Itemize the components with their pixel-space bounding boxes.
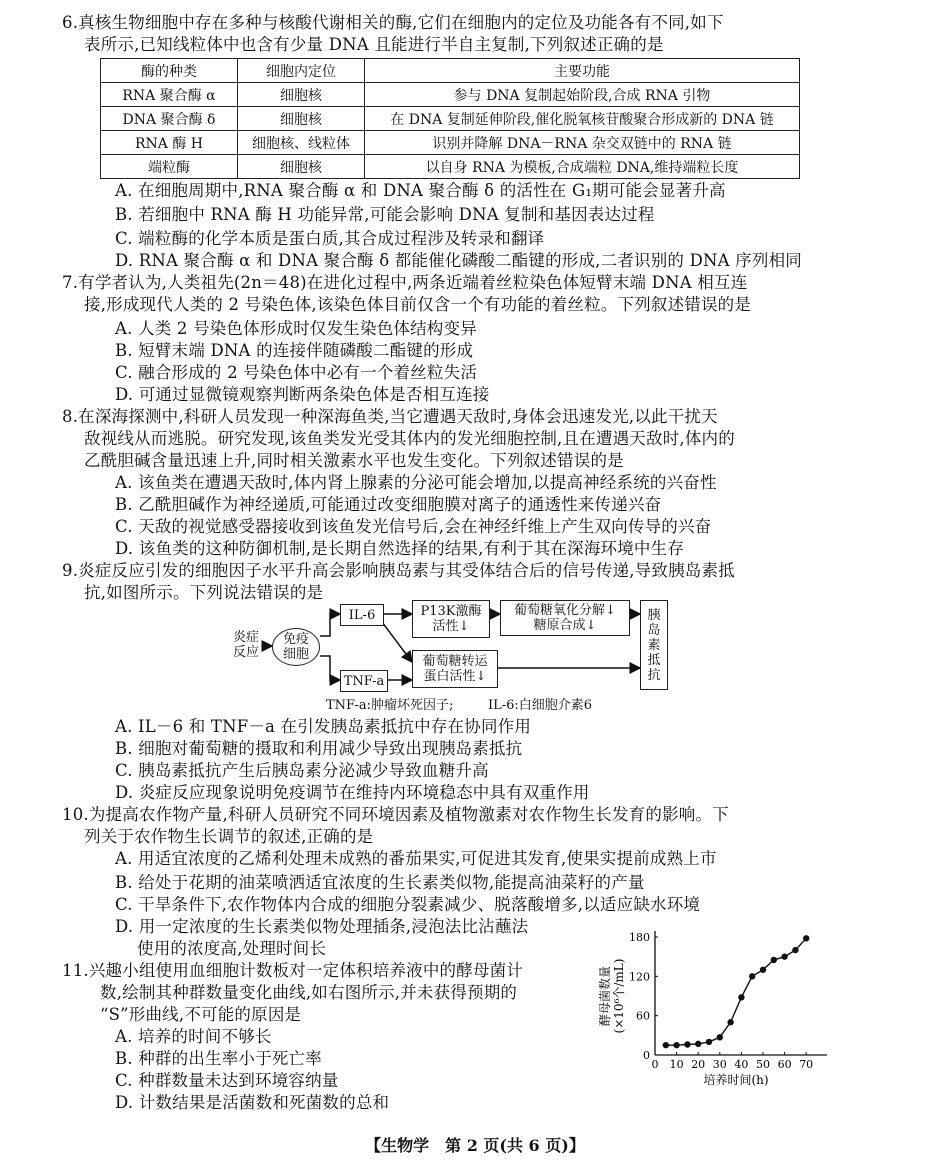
table-cell: 以自身 RNA 为模板,合成端粒 DNA,维持端粒长度 (365, 155, 800, 179)
chart-x-tick-label: 10 (669, 1058, 684, 1071)
chart-x-tick-label: 50 (756, 1058, 770, 1071)
table-header-cell: 细胞内定位 (238, 59, 365, 83)
q7-option-c: C. 融合形成的 2 号染色体中必有一个着丝粒失活 (115, 363, 478, 382)
table-cell: RNA 聚合酶 α (101, 83, 238, 107)
q8-stem-line3: 乙酰胆碱含量迅速上升,同时相关激素水平也发生变化。下列叙述错误的是 (84, 451, 624, 470)
chart-x-tick-label: 20 (691, 1058, 706, 1071)
q9-stem-line2: 抗,如图所示。下列说法错误的是 (84, 583, 324, 602)
q7-option-d: D. 可通过显微镜观察判断两条染色体是否相互连接 (115, 385, 490, 404)
chart-data-point (803, 935, 809, 941)
chart-y-tick-label: 0 (643, 1049, 650, 1062)
chart-data-point (760, 967, 766, 973)
q8-option-b: B. 乙酰胆碱作为神经递质,可能通过改变细胞膜对离子的通透性来传递兴奋 (115, 495, 662, 514)
pi3k-box: P13K激酶 活性↓ (412, 600, 490, 638)
glucose-transport-box: 葡萄糖转运 蛋白活性↓ (412, 650, 498, 688)
immune-cell-node: 免疫 细胞 (272, 628, 320, 666)
q9-option-d: D. 炎症反应现象说明免疫调节在维持内环境稳态中具有双重作用 (115, 783, 590, 802)
q10-stem-line2: 列关于农作物生长调节的叙述,正确的是 (84, 827, 374, 846)
insulin-resistance-box: 胰 岛 素 抵 抗 (640, 600, 668, 690)
chart-y-tick-label: 120 (629, 970, 650, 984)
table-cell: 参与 DNA 复制起始阶段,合成 RNA 引物 (365, 83, 800, 107)
table-cell: 细胞核 (238, 155, 365, 179)
chart-y-tick-label: 180 (629, 931, 650, 944)
q7-option-a: A. 人类 2 号染色体形成时仅发生染色体结构变异 (115, 319, 477, 338)
glucose-oxidation-box: 葡萄糖氧化分解↓ 糖原合成↓ (500, 600, 630, 636)
inflammation-label: 炎症 反应 (232, 630, 259, 660)
chart-data-point (771, 957, 777, 963)
q10-option-a: A. 用适宜浓度的乙烯利处理未成熟的番茄果实,可促进其发育,使果实提前成熟上市 (115, 849, 717, 868)
q11-option-b: B. 种群的出生率小于死亡率 (115, 1049, 322, 1068)
table-cell: 细胞核、线粒体 (238, 131, 365, 155)
q9-option-c: C. 胰岛素抵抗产生后胰岛素分泌减少导致血糖升高 (115, 761, 489, 780)
q8-option-a: A. 该鱼类在遭遇天敌时,体内肾上腺素的分泌可能会增加,以提高神经系统的兴奋性 (115, 473, 717, 492)
table-cell: 细胞核 (238, 107, 365, 131)
q10-option-d-line1: D. 用一定浓度的生长素类似物处理插条,浸泡法比沾蘸法 (115, 917, 529, 936)
chart-data-point (706, 1039, 712, 1045)
q6-option-a: A. 在细胞周期中,RNA 聚合酶 α 和 DNA 聚合酶 δ 的活性在 G₁期可能会显著升高 (115, 181, 726, 200)
q7-option-b: B. 短臂末端 DNA 的连接伴随磷酸二酯键的形成 (115, 341, 474, 360)
q9-option-b: B. 细胞对葡萄糖的摄取和利用减少导致出现胰岛素抵抗 (115, 739, 523, 758)
chart-x-tick-label: 40 (734, 1058, 749, 1071)
chart-x-tick-label: 60 (777, 1058, 792, 1071)
q7-stem-line1: 7.有学者认为,人类祖先(2n＝48)在进化过程中,两条近端着丝粒染色体短臂末端 DNA 相互连 (62, 273, 748, 292)
table-cell: DNA 聚合酶 δ (101, 107, 238, 131)
q6-stem-line1: 6.真核生物细胞中存在多种与核酸代谢相关的酶,它们在细胞内的定位及功能各有不同,如下 (62, 13, 724, 32)
q9-option-a: A. IL－6 和 TNF－a 在引发胰岛素抵抗中存在协同作用 (115, 717, 532, 736)
q11-option-c: C. 种群数量未达到环境容纳量 (115, 1071, 339, 1090)
table-header-cell: 主要功能 (365, 59, 800, 83)
chart-data-point (727, 1019, 733, 1025)
q10-stem-line1: 10.为提高农作物产量,科研人员研究不同环境因素及植物激素对农作物生长发育的影响。下 (62, 805, 729, 824)
diagram-caption-il6: IL-6:白细胞介素6 (488, 698, 593, 713)
table-header-cell: 酶的种类 (101, 59, 238, 83)
chart-y-tick-label: 60 (636, 1009, 650, 1023)
tnfa-box: TNF-a (340, 670, 388, 692)
page-footer: 【生物学 第 2 页(共 6 页)】 (365, 1136, 585, 1155)
chart-data-point (717, 1034, 723, 1040)
chart-data-point (684, 1041, 690, 1047)
chart-xlabel: 培养时间(h) (703, 1073, 769, 1087)
table-cell: 端粒酶 (101, 155, 238, 179)
q11-stem-line2: 数,绘制其种群数量变化曲线,如右图所示,并未获得预期的 (100, 983, 518, 1002)
q11-option-a: A. 培养的时间不够长 (115, 1027, 272, 1046)
chart-x-tick-label: 30 (712, 1058, 727, 1071)
q6-option-b: B. 若细胞中 RNA 酶 H 功能异常,可能会影响 DNA 复制和基因表达过程 (115, 205, 655, 224)
q6-option-d: D. RNA 聚合酶 α 和 DNA 聚合酶 δ 都能催化磷酸二酯键的形成,二者识别的 DNA 序列相同 (115, 251, 802, 270)
q11-option-d: D. 计数结果是活菌数和死菌数的总和 (115, 1093, 390, 1112)
il6-box: IL-6 (340, 604, 384, 626)
chart-data-point (663, 1042, 669, 1048)
yeast-population-chart (585, 925, 840, 1100)
table-cell: 识别并降解 DNA－RNA 杂交双链中的 RNA 链 (365, 131, 800, 155)
q8-stem-line2: 敌视线从而逃脱。研究发现,该鱼类发光受其体内的发光细胞控制,且在遭遇天敌时,体内的 (84, 429, 735, 448)
q9-stem-line1: 9.炎症反应引发的细胞因子水平升高会影响胰岛素与其受体结合后的信号传递,导致胰岛素抵 (62, 561, 735, 580)
q11-stem-line1: 11.兴趣小组使用血细胞计数板对一定体积培养液中的酵母菌计 (62, 961, 524, 980)
chart-data-point (781, 953, 787, 959)
chart-x-tick-label: 70 (799, 1058, 814, 1071)
chart-data-point (673, 1042, 679, 1048)
q6-stem-line2: 表所示,已知线粒体中也含有少量 DNA 且能进行半自主复制,下列叙述正确的是 (84, 35, 664, 54)
q7-stem-line2: 接,形成现代人类的 2 号染色体,该染色体目前仅含一个有功能的着丝粒。下列叙述错误的是 (84, 295, 752, 314)
q10-option-c: C. 干旱条件下,农作物体内合成的细胞分裂素减少、脱落酸增多,以适应缺水环境 (115, 895, 701, 914)
q11-stem-line3: “S”形曲线,不可能的原因是 (100, 1005, 302, 1024)
table-cell: 在 DNA 复制延伸阶段,催化脱氧核苷酸聚合形成新的 DNA 链 (365, 107, 800, 131)
q8-stem-line1: 8.在深海探测中,科研人员发现一种深海鱼类,当它遭遇天敌时,身体会迅速发光,以此干扰天 (62, 407, 718, 426)
q10-option-b: B. 给处于花期的油菜喷洒适宜浓度的生长素类似物,能提高油菜籽的产量 (115, 873, 645, 892)
chart-data-point (749, 973, 755, 979)
table-cell: 细胞核 (238, 83, 365, 107)
chart-ylabel: 酵母菌数量(×10⁶个/mL) (598, 958, 626, 1034)
diagram-caption-tnf: TNF-a:肿瘤坏死因子; (326, 698, 454, 713)
table-cell: RNA 酶 H (101, 131, 238, 155)
chart-data-point (792, 947, 798, 953)
chart-data-point (738, 994, 744, 1000)
q6-option-c: C. 端粒酶的化学本质是蛋白质,其合成过程涉及转录和翻译 (115, 229, 545, 248)
chart-x-tick-label: 0 (651, 1058, 659, 1071)
q10-option-d-line2: 使用的浓度高,处理时间长 (137, 939, 327, 958)
q8-option-d: D. 该鱼类的这种防御机制,是长期自然选择的结果,有利于其在深海环境中生存 (115, 539, 685, 558)
q8-option-c: C. 天敌的视觉感受器接收到该鱼发光信号后,会在神经纤维上产生双向传导的兴奋 (115, 517, 712, 536)
chart-data-point (695, 1041, 701, 1047)
